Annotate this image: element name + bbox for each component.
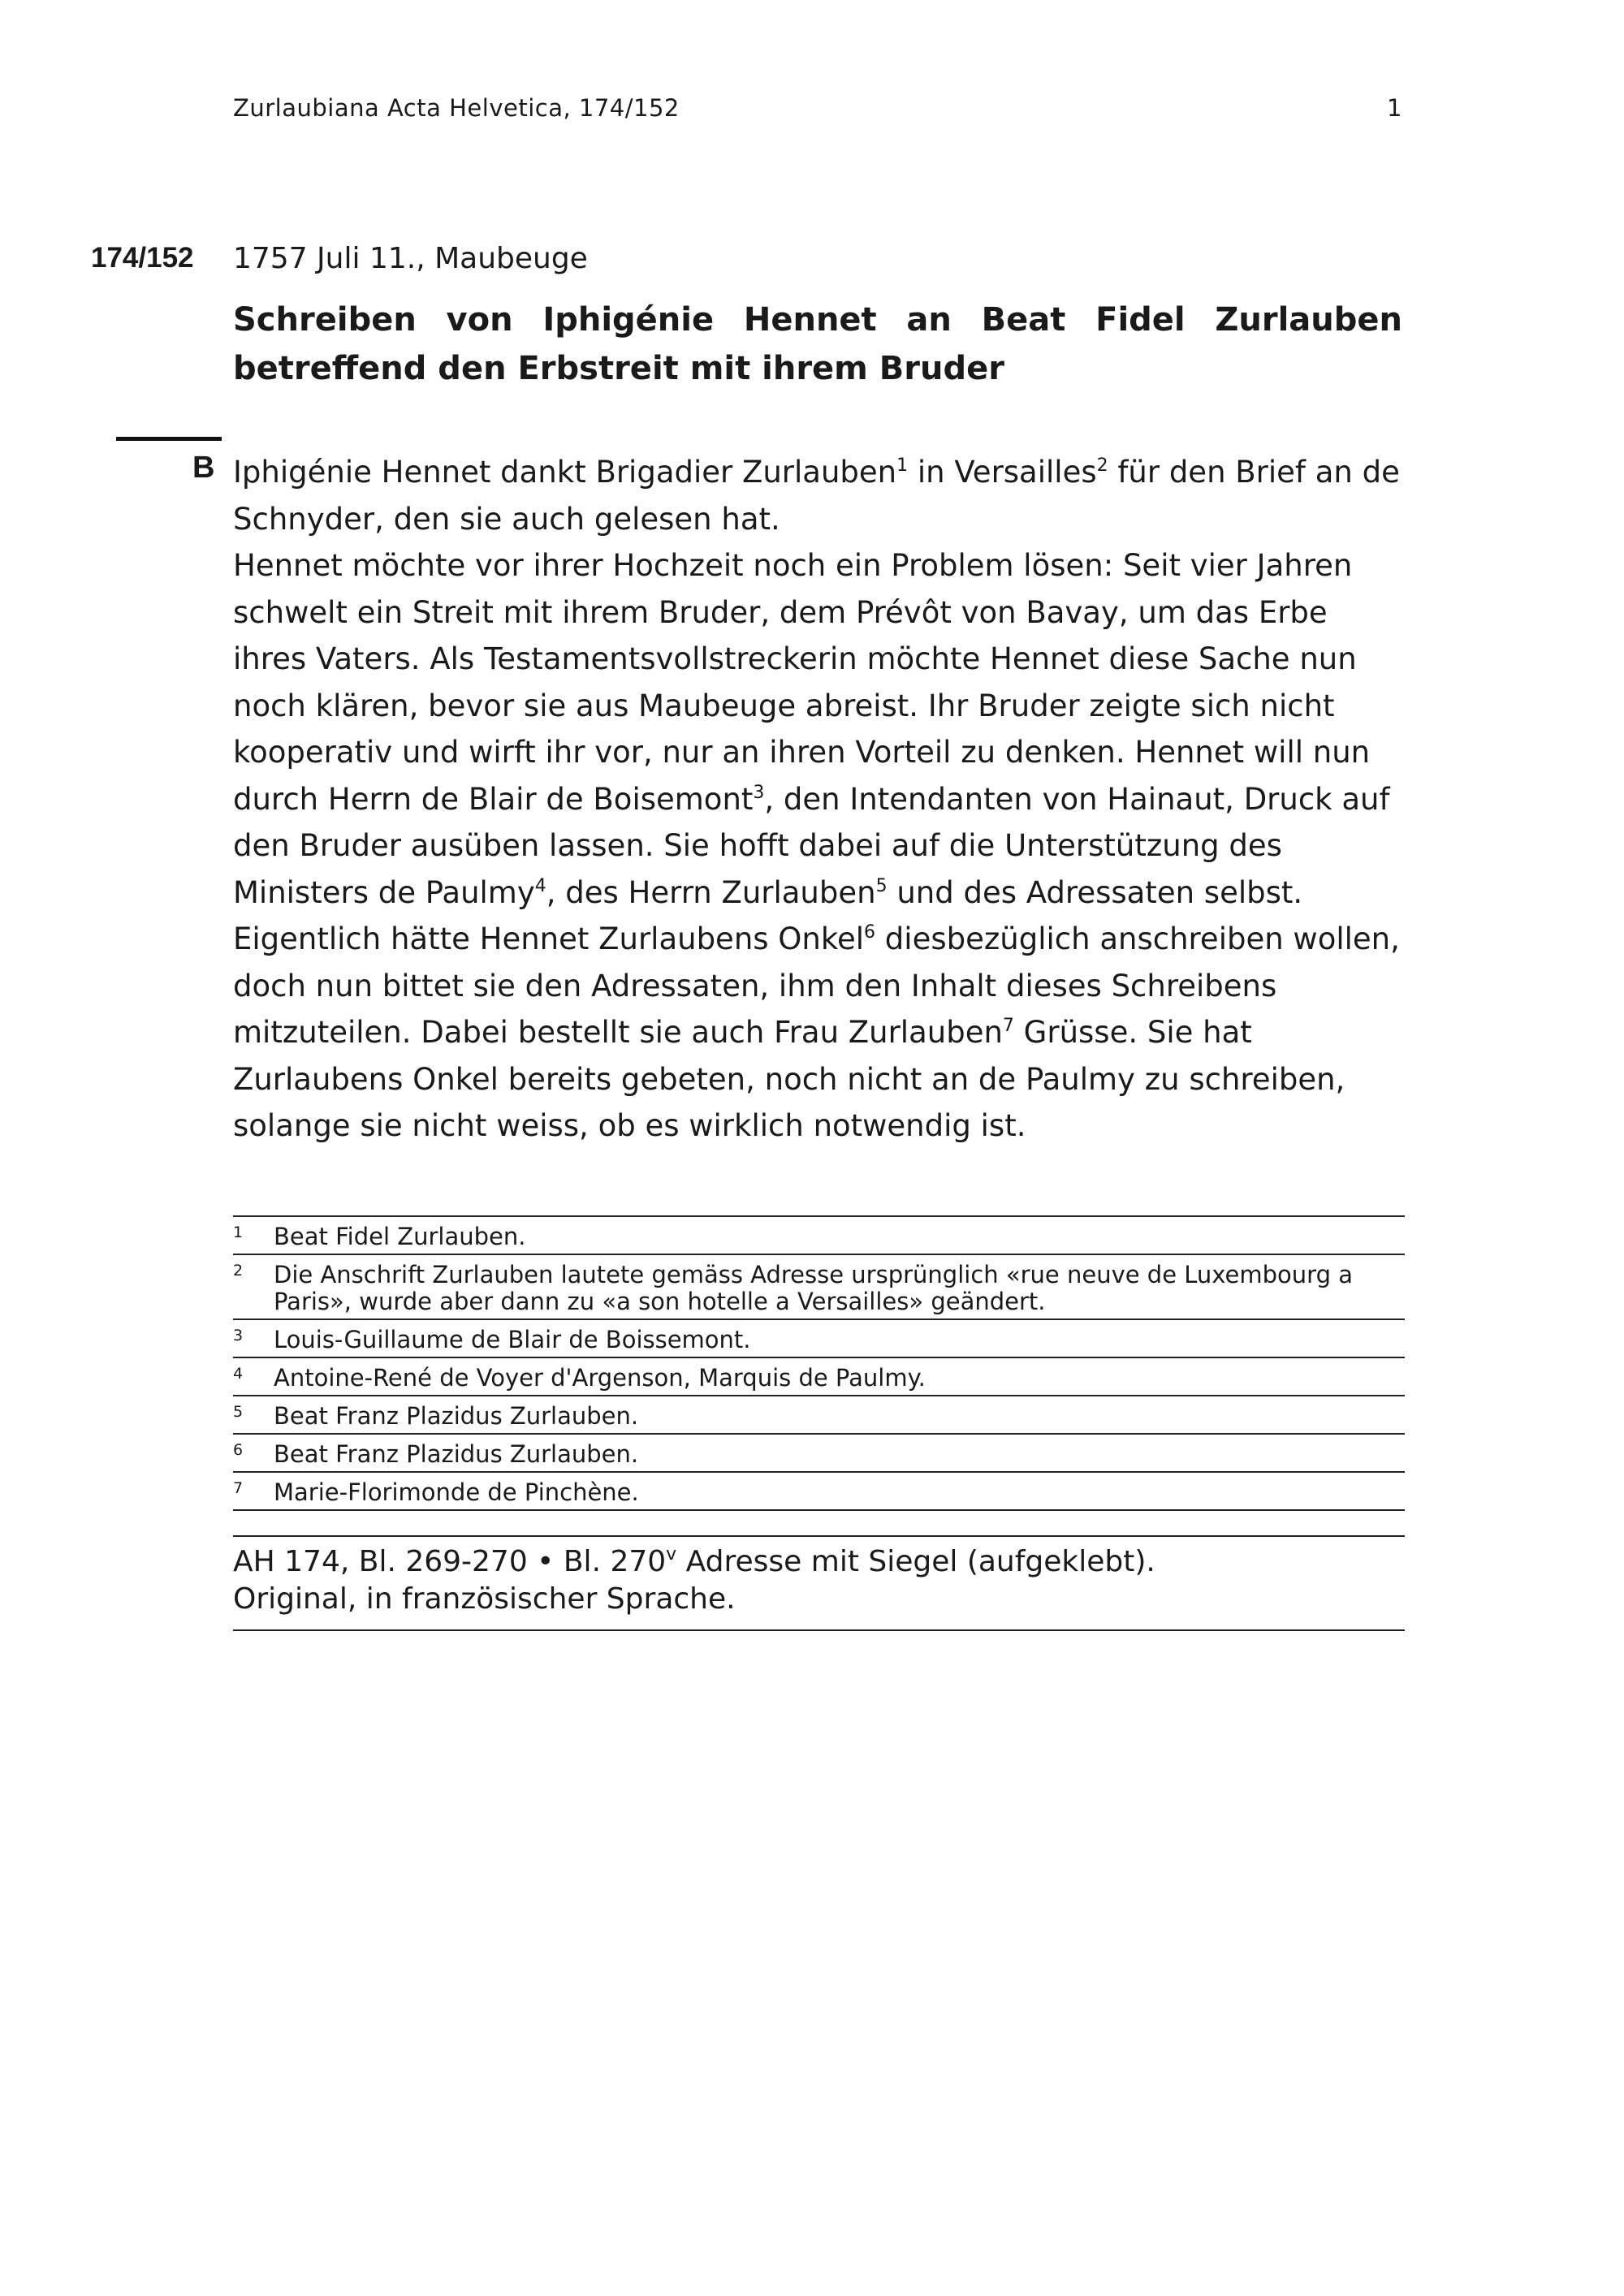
section-rule [116, 437, 222, 441]
footnote [233, 1255, 1405, 1320]
text-run: für den Brief an de Schnyder, den sie auch gelesen hat. [233, 455, 1400, 537]
summary-paragraph [233, 916, 1406, 1150]
footnote-number: 6 [233, 1441, 244, 1459]
running-title: Zurlaubiana Acta Helvetica, 174/152 [233, 94, 680, 122]
summary-paragraph [233, 449, 1406, 542]
footnote-ref: 2 [1096, 455, 1108, 476]
footnote-text: Beat Fidel Zurlauben. [274, 1223, 526, 1250]
text-run: und des Adressaten selbst. [887, 874, 1303, 910]
footnotes [233, 1215, 1405, 1511]
text-run: Hennet möchte vor ihrer Hochzeit noch ein Problem lösen: Seit vier Jahren schwelt ein Streit mit ihrem Bruder, dem Prévôt von Bavay, um das Erbe ihres Vaters. Als Testamentsvollstreckerin möchte Hennet diese Sache nun noch klären, bevor sie aus Maubeuge abreist. Ihr Bruder zeigte sich nicht kooperativ und wirft ihr vor, nur an ihren Vorteil zu denken. Hennet will nun durch Herrn de Blair de Boisemont [233, 548, 1371, 817]
footnote-ref: 4 [534, 875, 546, 896]
text-run: Eigentlich hätte Hennet Zurlaubens Onkel [233, 921, 865, 956]
text-run: diesbezüglich anschreiben wollen, doch nun bittet sie den Adressaten, ihm den Inhalt dieses Schreibens mitzuteilen. Dabei bestellt sie auch Frau Zurlauben [233, 921, 1400, 1050]
text-run: , des Herrn Zurlauben [546, 874, 876, 910]
running-head [233, 94, 1402, 122]
footnote [233, 1358, 1405, 1396]
footnote-ref: 1 [896, 455, 909, 476]
footnote-number: 1 [233, 1224, 244, 1241]
footnote-ref: 5 [875, 875, 888, 896]
footnote-text: Marie-Florimonde de Pinchène. [274, 1478, 639, 1506]
footnote-ref: 3 [753, 782, 765, 803]
footnote-text: Antoine-René de Voyer d'Argenson, Marquis de Paulmy. [274, 1364, 926, 1392]
footnote-number: 2 [233, 1262, 244, 1280]
footnote [233, 1473, 1405, 1511]
summary-text [233, 449, 1406, 1150]
footnote [233, 1320, 1405, 1358]
text-run: Iphigénie Hennet dankt Brigadier Zurlauben [233, 455, 897, 490]
page-number: 1 [1387, 94, 1402, 122]
footnote-ref: 7 [1002, 1016, 1014, 1036]
text-run: Grüsse. Sie hat Zurlaubens Onkel bereits gebeten, noch nicht an de Paulmy zu schreiben, solange sie nicht weiss, ob es wirklich notwendig ist. [233, 1015, 1345, 1143]
footnote [233, 1435, 1405, 1473]
document-title: Schreiben von Iphigénie Hennet an Beat Fidel Zurlauben betreffend den Erbstreit mit ihrem Bruder [233, 301, 1402, 387]
document-date-place: 1757 Juli 11., Maubeuge [233, 242, 588, 275]
footnote-text: Beat Franz Plazidus Zurlauben. [274, 1402, 639, 1430]
footnote-text: Die Anschrift Zurlauben lautete gemäss Adresse ursprünglich «rue neuve de Luxembourg a Paris», wurde aber dann zu «a son hotelle a Versailles» geändert. [274, 1261, 1353, 1315]
footnote [233, 1396, 1405, 1435]
source-citation [233, 1535, 1405, 1631]
footnote-text: Beat Franz Plazidus Zurlauben. [274, 1440, 639, 1468]
source-line: Original, in französischer Sprache. [233, 1582, 736, 1616]
text-run: in Versailles [908, 455, 1097, 490]
text-run: , den Intendanten von Hainaut, Druck auf den Bruder ausüben lassen. Sie hofft dabei auf die Unterstützung des Ministers de Paulmy [233, 781, 1390, 910]
footnote-number: 3 [233, 1327, 244, 1344]
footnote-number: 4 [233, 1365, 244, 1383]
footnote-number: 7 [233, 1479, 244, 1497]
footnote [233, 1217, 1405, 1255]
document-type-letter: B [192, 451, 215, 485]
text-run: AH 174, Bl. 269-270 • Bl. 270 [233, 1545, 667, 1578]
footnote-number: 5 [233, 1403, 244, 1421]
summary-paragraph [233, 542, 1406, 916]
source-line [233, 1543, 1405, 1581]
folio-verso-mark: v [666, 1544, 677, 1564]
text-run: Adresse mit Siegel (aufgeklebt). [676, 1545, 1155, 1578]
footnote-ref: 6 [864, 922, 876, 943]
footnote-text: Louis-Guillaume de Blair de Boissemont. [274, 1326, 751, 1353]
document-number: 174/152 [91, 242, 194, 274]
